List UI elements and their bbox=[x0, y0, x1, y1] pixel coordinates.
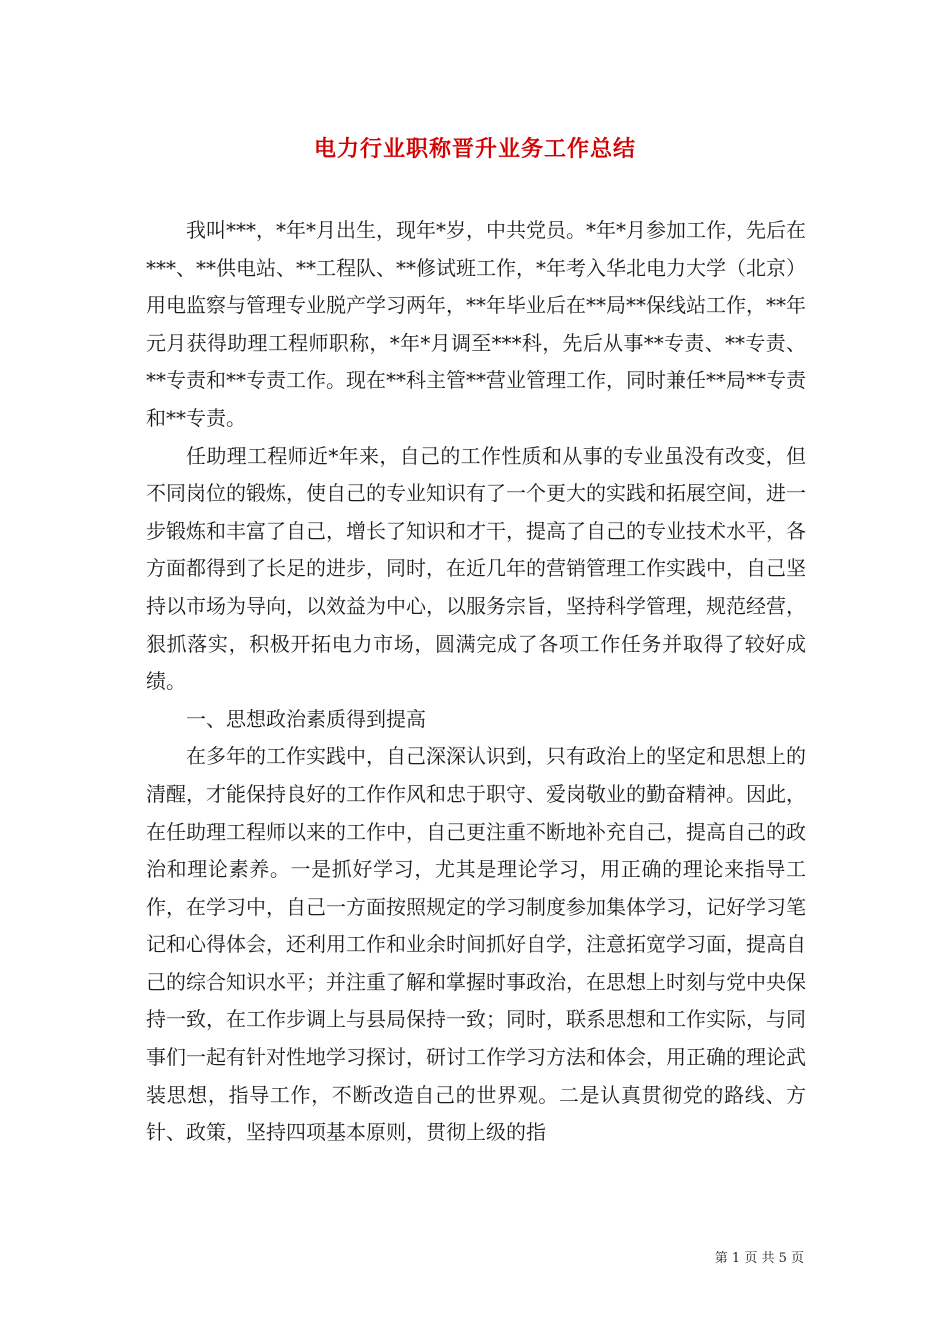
document-body bbox=[146, 212, 806, 1152]
paragraph-intro: 我叫***，*年*月出生，现年*岁，中共党员。*年*月参加工作，先后在***、**供电站、**工程队、**修试班工作，*年考入华北电力大学（北京）用电监察与管理专业脱产学习两年，**年毕业后在**局**保线站工作，**年元月获得助理工程师职称，*年*月调至***科，先后从事**专责、**专责、**专责和**专责工作。现在**科主管**营业管理工作，同时兼任**局**专责和**专责。 bbox=[146, 218, 806, 430]
section-heading-1: 一、思想政治素质得到提高 bbox=[186, 706, 426, 731]
document-title: 电力行业职称晋升业务工作总结 bbox=[313, 136, 636, 162]
paragraph-section-1: 在多年的工作实践中，自己深深认识到，只有政治上的坚定和思想上的清醒，才能保持良好的工作作风和忠于职守、爱岗敬业的勤奋精神。因此，在任助理工程师以来的工作中，自己更注重不断地补充自己，提高自己的政治和理论素养。一是抓好学习，尤其是理论学习，用正确的理论来指导工作，在学习中，自己一方面按照规定的学习制度参加集体学习，记好学习笔记和心得体会，还利用工作和业余时间抓好自学，注意拓宽学习面，提高自己的综合知识水平；并注重了解和掌握时事政治，在思想上时刻与党中央保持一致，在工作步调上与县局保持一致；同时，联系思想和工作实际，与同事们一起有针对性地学习探讨，研讨工作学习方法和体会，用正确的理论武装思想，指导工作，不断改造自己的世界观。二是认真贯彻党的路线、方针、政策，坚持四项基本原则，贯彻上级的指 bbox=[146, 744, 806, 1145]
paragraph-overview: 任助理工程师近*年来，自己的工作性质和从事的专业虽没有改变，但不同岗位的锻炼，使自己的专业知识有了一个更大的实践和拓展空间，进一步锻炼和丰富了自己，增长了知识和才干，提高了自己的专业技术水平，各方面都得到了长足的进步，同时，在近几年的营销管理工作实践中，自己坚持以市场为导向，以效益为中心，以服务宗旨，坚持科学管理，规范经营，狠抓落实，积极开拓电力市场，圆满完成了各项工作任务并取得了较好成绩。 bbox=[146, 443, 806, 694]
page-number: 第 1 页 共 5 页 bbox=[714, 1251, 804, 1266]
